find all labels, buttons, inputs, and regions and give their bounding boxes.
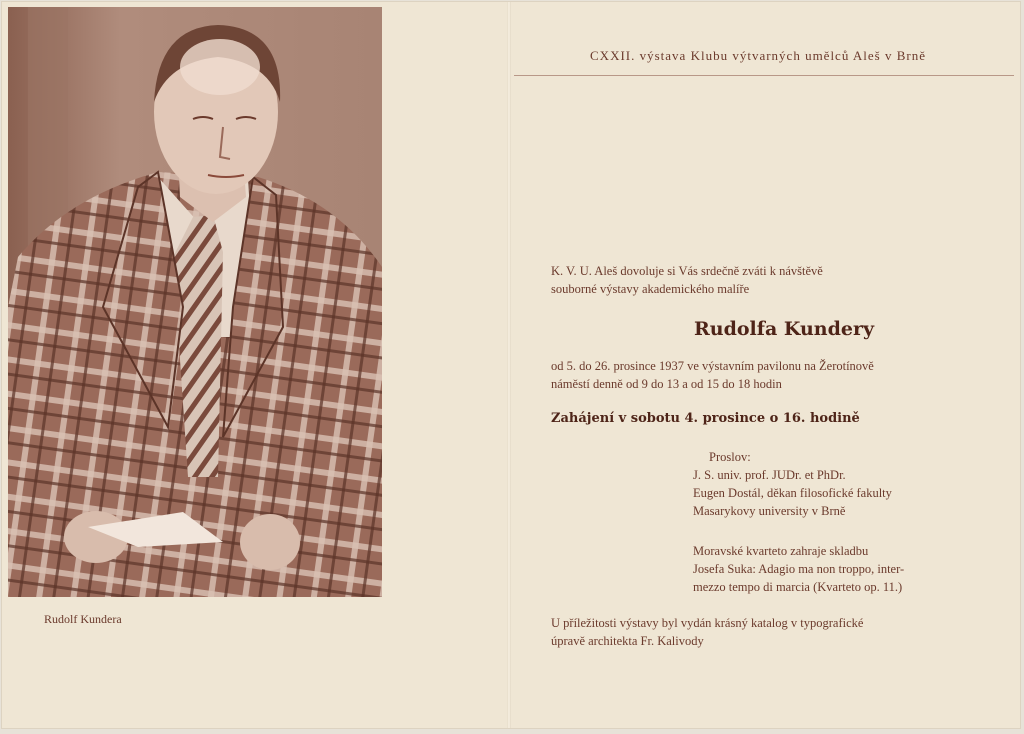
intro-line: K. V. U. Aleš dovoluje si Vás srdečně zváti k návštěvě xyxy=(551,264,823,278)
header-rule xyxy=(514,75,1014,76)
speech-line: Eugen Dostál, děkan filosofické fakulty xyxy=(693,486,892,500)
music-line: Moravské kvarteto zahraje skladbu xyxy=(693,544,869,558)
speech-block xyxy=(693,448,892,520)
exhibition-header: CXXII. výstava Klubu výtvarných umělců Aleš v Brně xyxy=(590,48,926,63)
portrait-photo xyxy=(8,7,382,597)
opening-text: Zahájení v sobotu 4. prosince o 16. hodině xyxy=(551,411,860,426)
music-line: Josefa Suka: Adagio ma non troppo, inter- xyxy=(693,562,905,576)
catalog-line: úpravě architekta Fr. Kalivody xyxy=(551,634,704,648)
speech-heading: Proslov: xyxy=(709,450,751,464)
intro-text xyxy=(551,262,823,298)
catalog-text xyxy=(551,614,863,650)
dates-line: od 5. do 26. prosince 1937 ve výstavním pavilonu na Žerotínově xyxy=(551,359,874,373)
intro-line: souborné výstavy akademického malíře xyxy=(551,282,750,296)
speech-line: Masarykovy university v Brně xyxy=(693,504,846,518)
dates-line: náměstí denně od 9 do 13 a od 15 do 18 hodin xyxy=(551,377,782,391)
dates-text xyxy=(551,357,874,393)
card-fold xyxy=(507,2,511,728)
photo-caption: Rudolf Kundera xyxy=(44,612,122,626)
catalog-line: U příležitosti výstavy byl vydán krásný katalog v typografické xyxy=(551,616,864,630)
music-block xyxy=(693,542,904,596)
artist-name: Rudolfa Kundery xyxy=(694,318,875,340)
speech-line: J. S. univ. prof. JUDr. et PhDr. xyxy=(693,468,846,482)
music-line: mezzo tempo di marcia (Kvarteto op. 11.) xyxy=(693,580,903,594)
